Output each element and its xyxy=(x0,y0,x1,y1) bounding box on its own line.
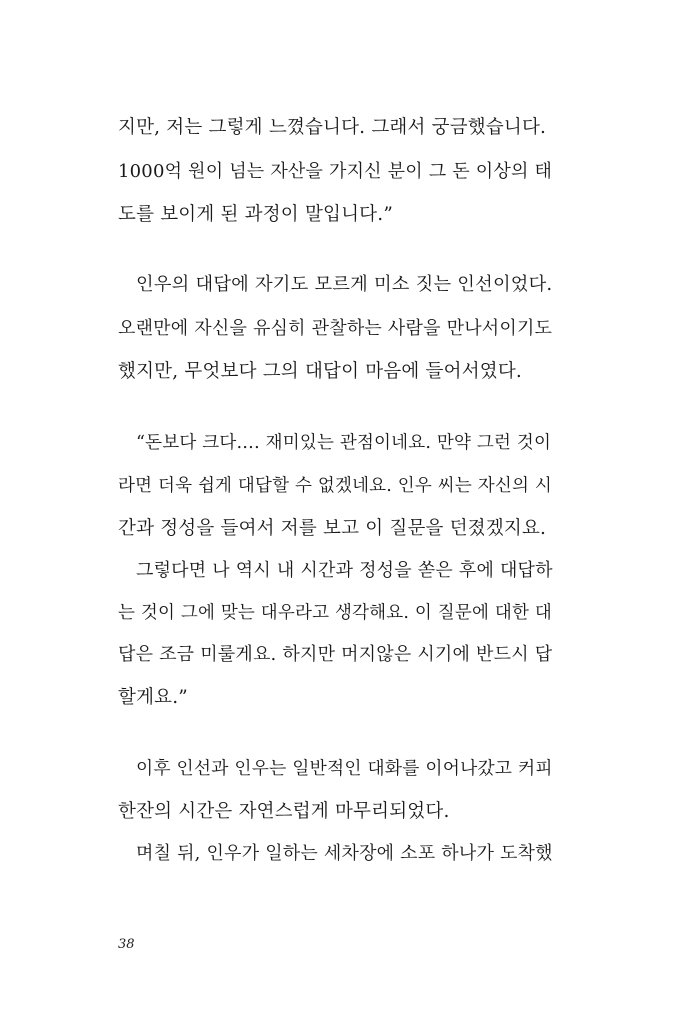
text-line: 이후 인선과 인우는 일반적인 대화를 이어나갔고 커피 xyxy=(136,759,553,779)
text-line: 했지만, 무엇보다 그의 대답이 마음에 들어서였다. xyxy=(118,361,522,382)
text-line: 한잔의 시간은 자연스럽게 마무리되었다. xyxy=(118,801,450,822)
text-line: 오랜만에 자신을 유심히 관찰하는 사람을 만나서이기도 xyxy=(118,318,553,339)
text-line: 인우의 대답에 자기도 모르게 미소 짓는 인선이었다. xyxy=(136,274,553,295)
text-line: “돈보다 크다…. 재미있는 관점이네요. 만약 그런 것이 xyxy=(136,433,552,453)
text-line: 간과 정성을 들여서 저를 보고 이 질문을 던졌겠지요. xyxy=(118,518,547,539)
text-line: 1000억 원이 넘는 자산을 가지신 분이 그 돈 이상의 태 xyxy=(118,161,553,182)
text-line: 는 것이 그에 맞는 대우라고 생각해요. 이 질문에 대한 대 xyxy=(118,603,552,623)
text-line: 답은 조금 미룰게요. 하지만 머지않은 시기에 반드시 답 xyxy=(118,644,553,665)
text-line: 할게요.” xyxy=(118,687,188,708)
text-line: 지만, 저는 그렇게 느꼈습니다. 그래서 궁금했습니다. xyxy=(118,117,547,138)
text-line: 라면 더욱 쉽게 대답할 수 없겠네요. 인우 씨는 자신의 시 xyxy=(118,476,552,496)
page-number: 38 xyxy=(118,937,135,952)
text-line: 며칠 뒤, 인우가 일하는 세차장에 소포 하나가 도착했 xyxy=(136,843,553,864)
text-line: 도를 보이게 된 과정이 말입니다.” xyxy=(118,204,393,225)
text-line: 그렇다면 나 역시 내 시간과 정성을 쏟은 후에 대답하 xyxy=(136,560,553,581)
